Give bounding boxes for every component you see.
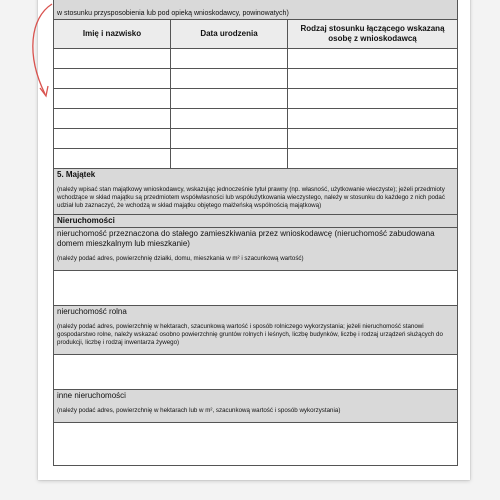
table-row bbox=[54, 109, 458, 129]
declaration-form bbox=[53, 0, 458, 466]
column-header-relationship: Rodzaj stosunku łączącego wskazaną osobę z wnioskodawcą bbox=[288, 20, 458, 49]
table-row bbox=[54, 49, 458, 69]
relationship-field[interactable] bbox=[288, 109, 458, 129]
section-assets-note: (należy wpisać stan majątkowy wnioskodawcy, wskazując jednocześnie tytuł prawny (np. własność, użytkowanie wieczyste); jeżeli przedmioty wchodzące w skład majątku są przedmiotem współwłasności lub współużytkowania wieczystego, należy w stosunku do każdego z nich podać udział lub zaznaczyć, że wchodzą w skład majątku objętego małżeńską wspólnością majątkową) bbox=[57, 186, 445, 209]
agricultural-property-label: nieruchomość rolna bbox=[57, 307, 127, 316]
name-field[interactable] bbox=[54, 89, 171, 109]
other-property-section bbox=[54, 390, 458, 423]
name-field[interactable] bbox=[54, 109, 171, 129]
birthdate-field[interactable] bbox=[171, 109, 288, 129]
top-note: w stosunku przysposobienia lub pod opieką wnioskodawcy, powinowatych) bbox=[57, 10, 289, 17]
document-page bbox=[38, 0, 470, 480]
agricultural-property-section bbox=[54, 306, 458, 355]
residence-property-label: nieruchomość przeznaczona do stałego zamieszkiwania przez wnioskodawcę (nieruchomość zabudowana domem mieszkalnym lub mieszkanie) bbox=[57, 229, 435, 248]
agricultural-property-field[interactable] bbox=[54, 355, 458, 390]
real-estate-title: Nieruchomości bbox=[57, 216, 115, 225]
section-assets-title: 5. Majątek bbox=[57, 170, 96, 179]
section-assets bbox=[54, 169, 458, 215]
other-property-note: (należy podać adres, powierzchnię w hektarach lub w m², szacunkową wartość i sposób wykorzystania) bbox=[57, 407, 341, 414]
relationship-field[interactable] bbox=[288, 49, 458, 69]
name-field[interactable] bbox=[54, 69, 171, 89]
other-property-label: inne nieruchomości bbox=[57, 391, 126, 400]
birthdate-field[interactable] bbox=[171, 89, 288, 109]
table-row bbox=[54, 89, 458, 109]
birthdate-field[interactable] bbox=[171, 49, 288, 69]
curved-arrow-icon bbox=[0, 0, 70, 110]
table-row bbox=[54, 69, 458, 89]
name-field[interactable] bbox=[54, 149, 171, 169]
residence-property-note: (należy podać adres, powierzchnię działki, domu, mieszkania w m² i szacunkową wartość) bbox=[57, 255, 304, 262]
name-field[interactable] bbox=[54, 49, 171, 69]
real-estate-header bbox=[54, 215, 458, 228]
agricultural-property-note: (należy podać adres, powierzchnię w hektarach, szacunkową wartość i sposób rolniczego wykorzystania; jeżeli nieruchomość stanowi gospodarstwo rolne, należy wskazać osobno powierzchnię gruntów rolnych i leśnych, liczbę budynków, liczbę i rodzaj urządzeń służących do produkcji, liczbę i rodzaj inwentarza żywego) bbox=[57, 323, 443, 346]
relationship-field[interactable] bbox=[288, 149, 458, 169]
birthdate-field[interactable] bbox=[171, 69, 288, 89]
other-property-field[interactable] bbox=[54, 423, 458, 466]
column-header-birthdate: Data urodzenia bbox=[171, 20, 288, 49]
birthdate-field[interactable] bbox=[171, 149, 288, 169]
top-note-cell bbox=[54, 0, 458, 20]
birthdate-field[interactable] bbox=[171, 129, 288, 149]
table-row bbox=[54, 149, 458, 169]
relationship-field[interactable] bbox=[288, 89, 458, 109]
column-header-name: Imię i nazwisko bbox=[54, 20, 171, 49]
name-field[interactable] bbox=[54, 129, 171, 149]
residence-property-section bbox=[54, 228, 458, 271]
residence-property-field[interactable] bbox=[54, 271, 458, 306]
relationship-field[interactable] bbox=[288, 69, 458, 89]
relationship-field[interactable] bbox=[288, 129, 458, 149]
table-row bbox=[54, 129, 458, 149]
